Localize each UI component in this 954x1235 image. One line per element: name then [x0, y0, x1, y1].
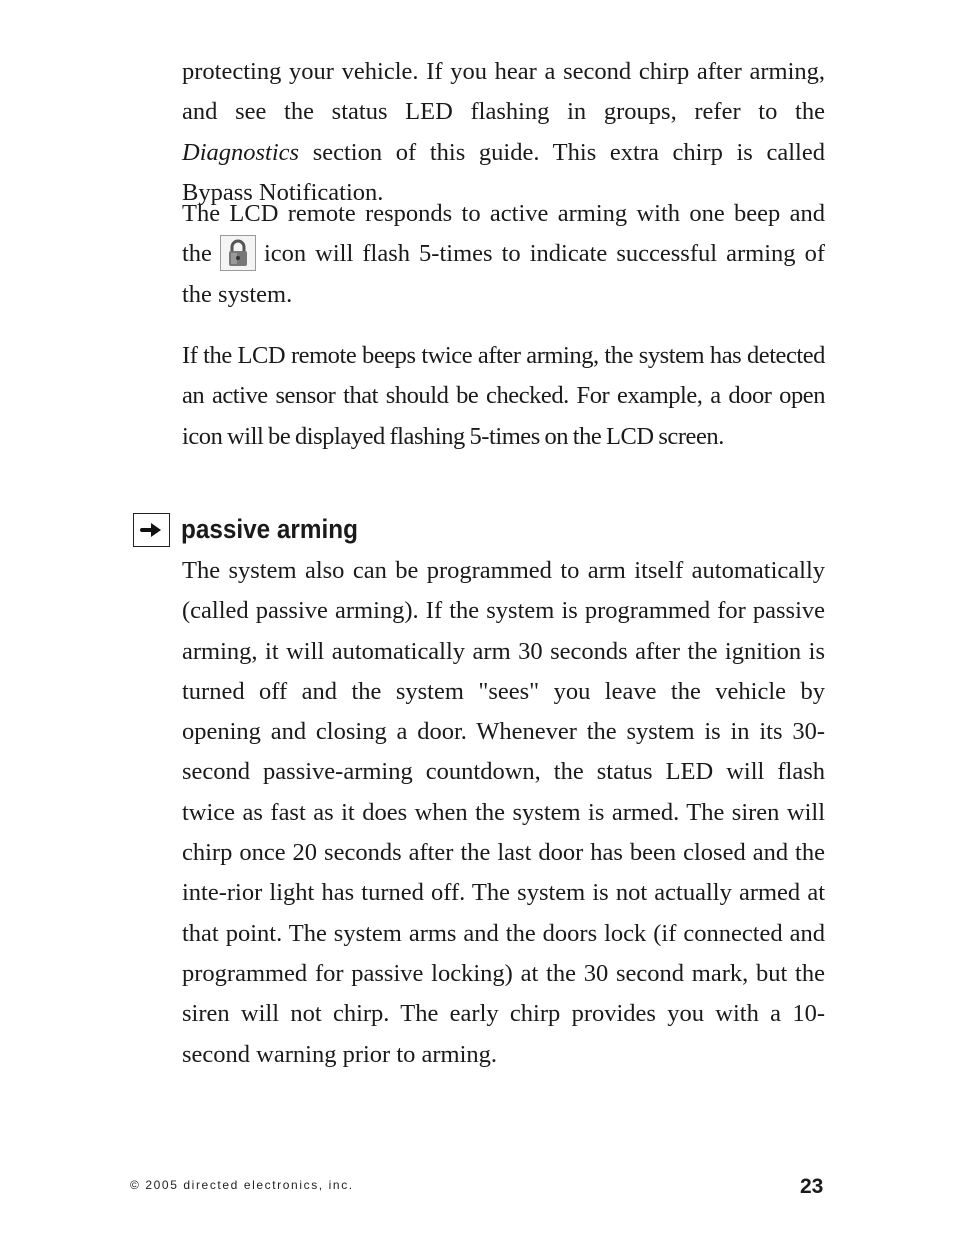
section-arrow-marker — [133, 513, 170, 547]
paragraph-lcd-double-beep: If the LCD remote beeps twice after arming, the system has detected an active sensor that should be checked. For example, a door open icon will be displayed flashing 5-times on the LCD screen. — [182, 342, 825, 450]
paragraph-text: The LCD remote responds to active arming with one beep and the — [182, 200, 825, 268]
paragraph-text: section of this guide. This extra chirp is called Bypass Notification. — [182, 138, 825, 206]
paragraph-lcd-active-arming — [182, 194, 825, 315]
paragraph-passive-arming: The system also can be programmed to arm itself automatically (called passive arming). If the system is programmed for passive arming, it will automatically arm 30 seconds after the ignition is turned off and the system "sees" you leave the vehicle by opening and closing a door. Whenever the system is in its 30-second passive-arming countdown, the status LED will flash twice as fast as it does when the system is armed. The siren will chirp once 20 seconds after the last door has been closed and the inte-rior light has turned off. The system is not actually armed at that point. The system arms and the doors lock (if connected and programmed for passive locking) at the 30 second mark, but the siren will not chirp. The early chirp provides you with a 10-second warning prior to arming. — [182, 557, 825, 1068]
paragraph-bypass-notification — [182, 52, 825, 213]
diagnostics-reference: Diagnostics — [182, 138, 300, 166]
copyright-notice: © 2005 directed electronics, inc. — [130, 1178, 354, 1192]
page-number: 23 — [800, 1175, 824, 1198]
paragraph-text: icon will flash 5-times to indicate successful arming of the system. — [182, 240, 825, 308]
arrow-right-icon — [140, 521, 164, 539]
lock-icon — [220, 235, 256, 271]
paragraph-text: protecting your vehicle. If you hear a second chirp after arming, and see the status LED flashing in groups, refer to the — [182, 58, 825, 126]
section-heading: passive arming — [181, 514, 358, 544]
